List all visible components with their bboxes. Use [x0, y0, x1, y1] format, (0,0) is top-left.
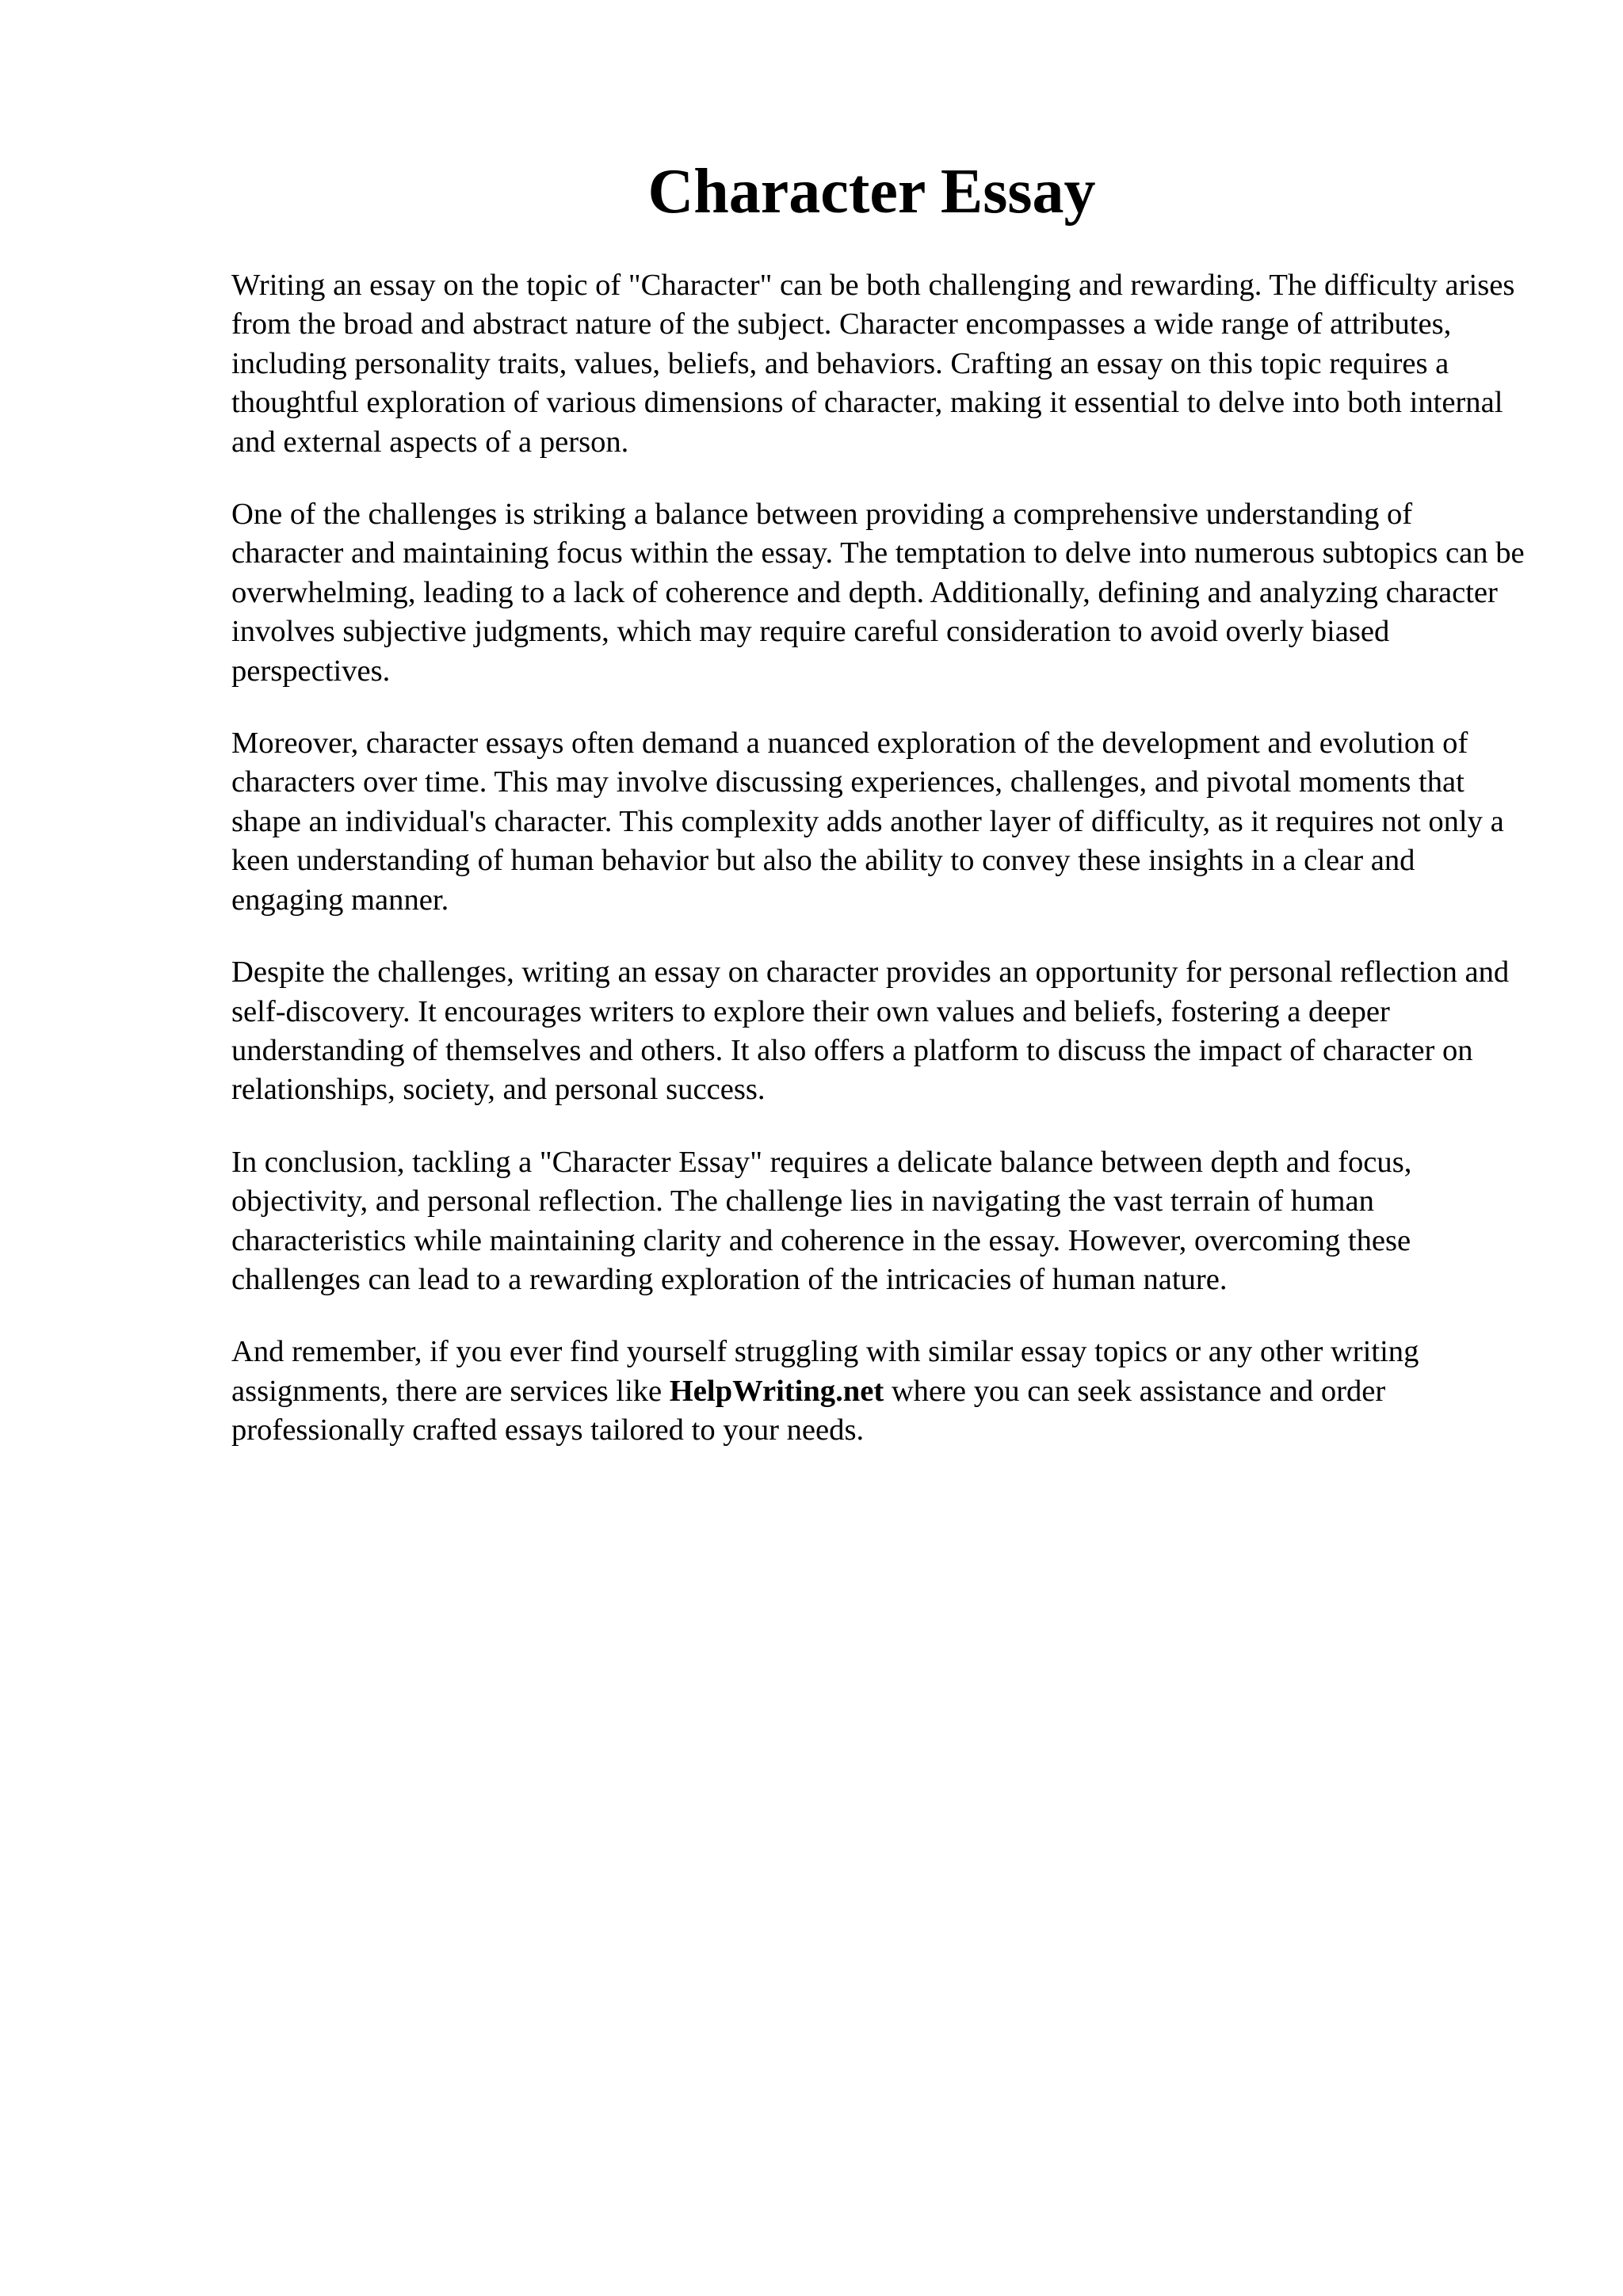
paragraph-conclusion: In conclusion, tackling a "Character Essay" requires a delicate balance between depth and focus, objectivity, and personal reflection. The challenge lies in navigating the vast terrain of human characteristics while maintaining clarity and coherence in the essay. However, overcoming these challenges can lead to a rewarding exploration of the intricacies of human nature. — [231, 1145, 1412, 1296]
essay-body — [231, 266, 1531, 1484]
closing-text-before-link: And remember, if you ever find yourself struggling with similar essay topics or any other writing assignments, there are services like — [231, 1335, 1419, 1408]
service-name-link: HelpWriting.net — [669, 1374, 884, 1408]
closing-text-after-link: where you can seek assistance and order professionally crafted essays tailored to your needs. — [231, 1374, 1386, 1447]
paragraph-development: Moreover, character essays often demand a nuanced exploration of the development and evolution of characters over time. This may involve discussing experiences, challenges, and pivotal moments that shape an individual's character. This complexity adds another layer of difficulty, as it requires not only a keen understanding of human behavior but also the ability to convey these insights in a clear and engaging manner. — [231, 727, 1504, 917]
paragraph-closing — [231, 1333, 1531, 1450]
paragraph-intro: Writing an essay on the topic of "Character" can be both challenging and rewarding. The difficulty arises from the broad and abstract nature of the subject. Character encompasses a wide range of attributes, including personality traits, values, beliefs, and behaviors. Crafting an essay on this topic requires a thoughtful exploration of various dimensions of character, making it essential to delve into both internal and external aspects of a person. — [231, 269, 1515, 459]
page-title: Character Essay — [647, 157, 1096, 227]
paragraph-reflection: Despite the challenges, writing an essay on character provides an opportunity for personal reflection and self-discovery. It encourages writers to explore their own values and beliefs, fostering a deeper understanding of themselves and others. It also offers a platform to discuss the impact of character on relationships, society, and personal success. — [231, 955, 1510, 1107]
paragraph-challenges: One of the challenges is striking a balance between providing a comprehensive understanding of character and maintaining focus within the essay. The temptation to delve into numerous subtopics can be overwhelming, leading to a lack of coherence and depth. Additionally, defining and analyzing character involves subjective judgments, which may require careful consideration to avoid overly biased perspectives. — [231, 498, 1525, 688]
